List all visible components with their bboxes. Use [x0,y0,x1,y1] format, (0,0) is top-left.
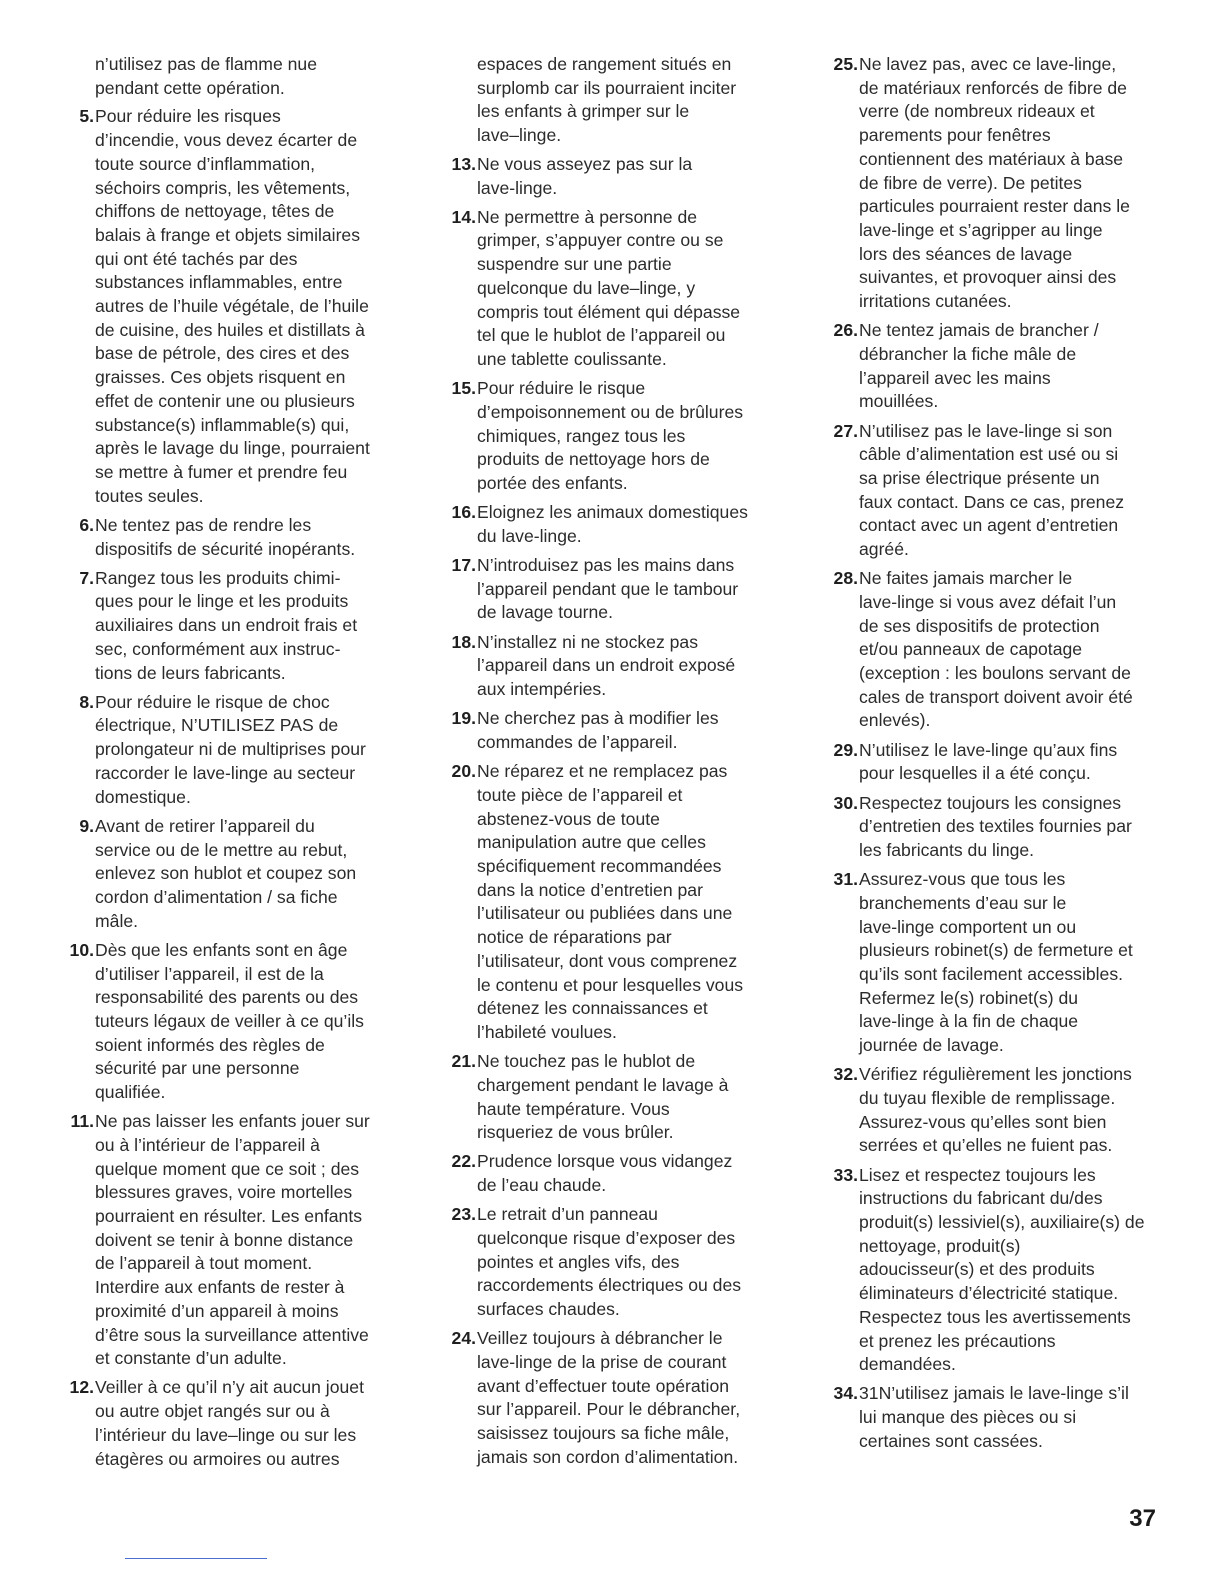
list-item [822,868,1167,1058]
list-item [440,501,785,548]
item-number: 21. [451,1051,476,1072]
list-item [822,53,1167,314]
item-text: Lisez et respectez toujours les instructions du fabricant du/des produit(s) lessiviel(s), auxiliaire(s) de nettoyage, produit(s) adoucisseur(s) et des produits éliminateurs d’électricité statique. Respectez tous les avertissements et prenez les précautions demandées. [859,1164,1145,1375]
item-text: N’utilisez pas le lave-linge si son câble d’alimentation est usé ou si sa prise électrique présente un faux contact. Dans ce cas, prenez contact avec un agent d’entretien agréé. [859,420,1125,560]
item-text: Pour réduire les risques d’incendie, vous devez écarter de toute source d’inflammation, séchoirs compris, les vêtements, chiffons de nettoyage, têtes de balais à frange et objets similaires qui ont été tachés par des substances inflammables, entre autres de l’huile végétale, de l’huile de cuisine, des huiles et distillats à base de pétrole, des cires et des graisses. Ces objets risquent en effet de contenir une ou plusieurs substance(s) inflammable(s) qui, après le lavage du linge, pourraient se mettre à fumer et prendre feu toutes seules. [95,106,370,506]
list-item [440,1327,785,1469]
item-text: Ne touchez pas le hublot de chargement pendant le lavage à haute température. Vous risqueriez de vous brûler. [477,1051,729,1143]
item-number: 9. [79,815,94,836]
item-number: 12. [69,1377,94,1398]
item-text: Ne cherchez pas à modifier les commandes de l’appareil. [477,708,719,752]
list-item [58,105,403,508]
list-item [440,1050,785,1145]
item-number: 16. [451,502,476,523]
item-number: 13. [451,153,476,174]
list-item [822,1164,1167,1377]
item-text: Ne réparez et ne remplacez pas toute pièce de l’appareil et abstenez-vous de toute manipulation autre que celles spécifiquement recommandées dans la notice d’entretien par l’utilisateur ou publiées dans une notice de réparations par l’utilisateur, dont vous comprenez le contenu et pour lesquelles vous détenez les connaissances et l’habileté voulues. [477,761,744,1042]
item-text: Ne vous asseyez pas sur la lave-linge. [477,153,693,198]
item-number: 5. [79,106,94,127]
item-text: Ne tentez pas de rendre les dispositifs de sécurité inopérants. [95,514,356,559]
list-item [822,567,1167,733]
item-number: 34. [833,1383,858,1404]
item-text: N’utilisez le lave-linge qu’aux fins pour lesquelles il a été conçu. [859,739,1118,784]
item-number: 23. [451,1204,476,1225]
list-item [440,707,785,754]
item-text: Ne permettre à personne de grimper, s’appuyer contre ou se suspendre sur une partie quelconque du lave–linge, y compris tout élément qui dépasse tel que le hublot de l’appareil ou une tablette coulissante. [477,206,741,369]
item-number: 7. [79,567,94,588]
item-number: 14. [451,206,476,227]
item-text: Veiller à ce qu’il n’y ait aucun jouet ou autre objet rangés sur ou à l’intérieur du lave–linge ou sur les étagères ou armoires ou autres [95,1377,364,1469]
list-item [440,554,785,625]
list-item [58,815,403,934]
item-number: 29. [833,739,858,760]
item-text: Veillez toujours à débrancher le lave-linge de la prise de courant avant d’effectuer toute opération sur l’appareil. Pour le débrancher, saisissez toujours sa fiche mâle, jamais son cordon d’alimentation. [477,1328,741,1467]
item-text: 31N’utilisez jamais le lave-linge s’il lui manque des pièces ou si certaines sont cassées. [859,1383,1129,1451]
continued-text: espaces de rangement situés en surplomb car ils pourraient inciter les enfants à grimper sur le lave–linge. [477,54,737,146]
continued-text: n’utilisez pas de flamme nue pendant cette opération. [95,54,317,98]
item-text: Ne pas laisser les enfants jouer sur ou à l’intérieur de l’appareil à quelque moment que ce soit ; des blessures graves, voire mortelles pourraient en résulter. Les enfants doivent se tenir à bonne distance de l’appareil à tout moment. Interdire aux enfants de rester à proximité d’un appareil à moins d’être sous la surveillance attentive et constante d’un adulte. [95,1111,370,1369]
list-item [440,1203,785,1322]
item-text: Pour réduire le risque de choc électrique, N’UTILISEZ PAS de prolongateur ni de multiprises pour raccorder le lave-linge au secteur domestique. [95,691,366,807]
item-text: Avant de retirer l’appareil du service ou de le mettre au rebut, enlevez son hublot et coupez son cordon d’alimentation / sa fiche mâle. [95,815,357,931]
item-text: Dès que les enfants sont en âge d’utiliser l’appareil, il est de la responsabilité des parents ou des tuteurs légaux de veiller à ce qu’ils soient informés des règles de sécurité par une personne qualifiée. [95,939,364,1103]
list-item [58,1110,403,1371]
item-number: 6. [79,514,94,535]
item-number: 20. [451,761,476,782]
list-item [58,691,403,810]
item-text: N’installez ni ne stockez pas l’appareil dans un endroit exposé aux intempéries. [477,631,736,700]
item-number: 24. [451,1328,476,1349]
item-text: Pour réduire le risque d’empoisonnement ou de brûlures chimiques, rangez tous les produits de nettoyage hors de portée des enfants. [477,378,744,493]
item-text: Ne tentez jamais de brancher / débrancher la fiche mâle de l’appareil avec les mains mouillées. [859,320,1099,412]
footer-rule [125,1558,267,1559]
item-number: 30. [833,792,858,813]
item-number: 19. [451,708,476,729]
list-item [822,319,1167,414]
list-item [822,1382,1167,1453]
item-text: Eloignez les animaux domestiques du lave-linge. [477,502,748,546]
item-number: 18. [451,631,476,652]
item-number: 25. [833,54,858,74]
list-item [58,1376,403,1471]
item-number: 11. [70,1111,94,1132]
item-number: 10. [69,939,94,960]
item-text: Ne lavez pas, avec ce lave-linge, de matériaux renforcés de fibre de verre (de nombreux rideaux et parements pour fenêtres contiennent des matériaux à base de fibre de verre). De petites particules pourraient rester dans le lave-linge et s’agripper au linge lors des séances de lavage suivantes, et provoquer ainsi des irritations cutanées. [859,54,1130,312]
item-number: 8. [79,691,94,712]
item-text: N’introduisez pas les mains dans l’appareil pendant que le tambour de lavage tourne. [477,555,739,623]
list-item [440,377,785,496]
item-text: Assurez-vous que tous les branchements d’eau sur le lave-linge comportent un ou plusieurs robinet(s) de fermeture et qu’ils sont facilement accessibles. Refermez le(s) robinet(s) du lave-linge à la fin de chaque journée de lavage. [859,869,1133,1056]
item-text: Prudence lorsque vous vidangez de l’eau chaude. [477,1151,733,1196]
item-text: Ne faites jamais marcher le lave-linge si vous avez défait l’un de ses dispositifs de protection et/ou panneaux de capotage (exception : les boulons servant de cales de transport doivent avoir été enlevés). [859,568,1133,731]
item-text: Vérifiez régulièrement les jonctions du tuyau flexible de remplissage. Assurez-vous qu’elles sont bien serrées et qu’elles ne fuient pas. [859,1064,1132,1156]
list-item [822,739,1167,786]
item-number: 26. [833,320,858,341]
item-text: Le retrait d’un panneau quelconque risque d’exposer des pointes et angles vifs, des raccordements électriques ou des surfaces chaudes. [477,1204,742,1320]
item-number: 32. [833,1064,858,1085]
column-middle [440,53,785,1475]
page-number: 37 [1129,1505,1156,1532]
column-right [822,53,1167,1459]
list-item [440,631,785,702]
list-item [822,1063,1167,1158]
list-item [822,792,1167,863]
list-item [58,939,403,1105]
column-left [58,53,403,1477]
item-text: Respectez toujours les consignes d’entretien des textiles fournies par les fabricants du linge. [859,792,1132,860]
item-number: 31. [833,869,858,890]
list-item [440,760,785,1044]
list-item [440,1150,785,1197]
list-item [440,206,785,372]
item-number: 33. [833,1164,858,1185]
item-number: 28. [833,568,858,589]
item-text: Rangez tous les produits chimi- ques pour le linge et les produits auxiliaires dans un endroit frais et sec, conformément aux instruc- tions de leurs fabricants. [95,567,358,683]
list-item [822,420,1167,562]
list-item [58,567,403,686]
item-number: 22. [451,1151,476,1172]
item-number: 15. [451,378,476,399]
list-item [440,153,785,200]
item-number: 17. [451,555,476,576]
list-item [58,514,403,561]
item-number: 27. [833,420,858,441]
